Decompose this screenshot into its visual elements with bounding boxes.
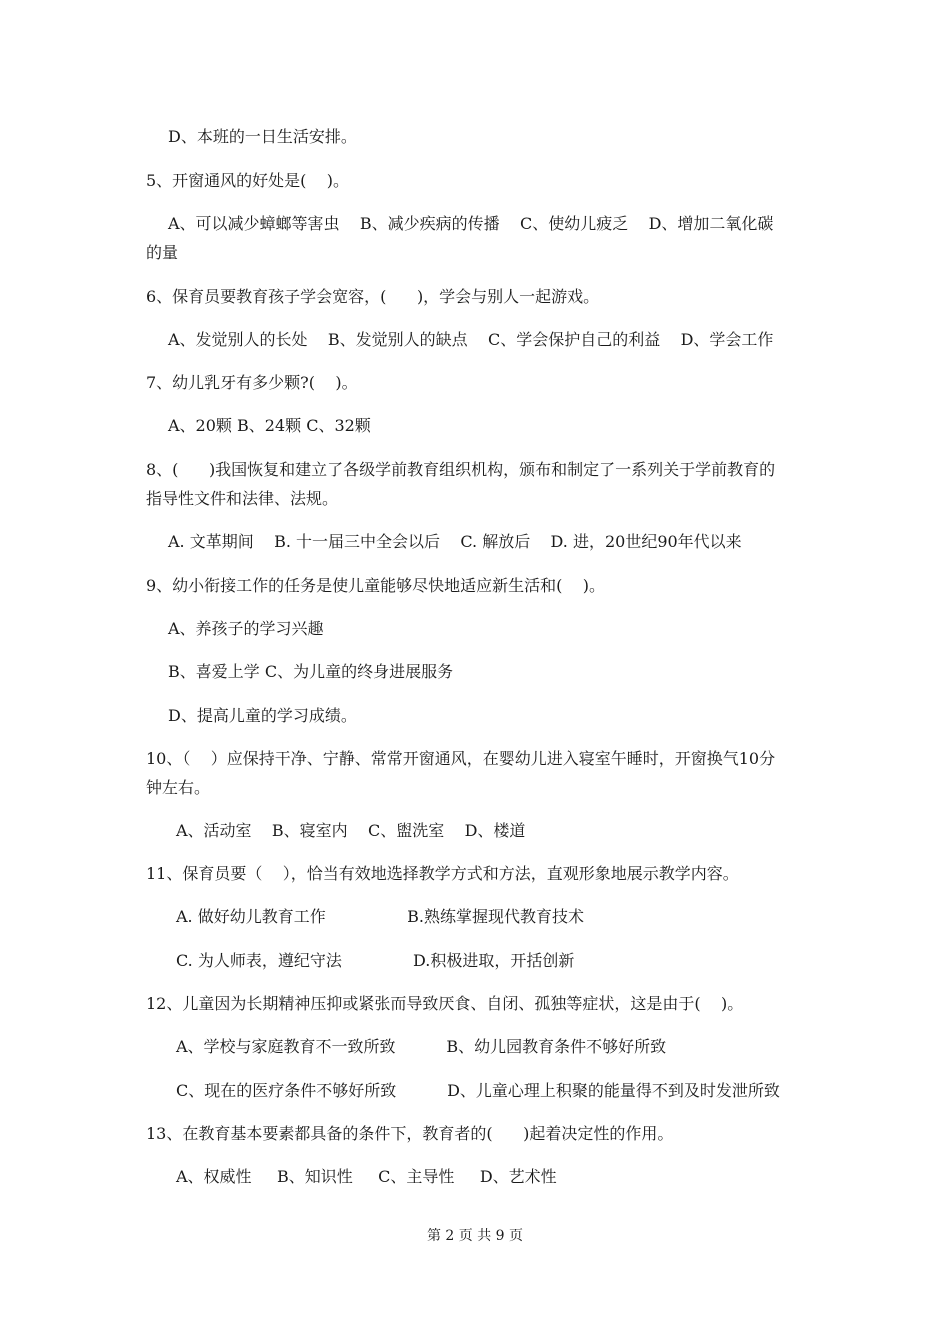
question-line: 7、幼儿乳牙有多少颗?( )。 — [146, 373, 358, 392]
option-line: D、提高儿童的学习成绩。 — [168, 706, 357, 725]
question-continuation-line: 指导性文件和法律、法规。 — [146, 489, 339, 508]
option-line: A、学校与家庭教育不一致所致 B、幼儿园教育条件不够好所致 — [176, 1037, 667, 1056]
option-line: D、本班的一日生活安排。 — [168, 127, 357, 146]
question-line: 12、儿童因为长期精神压抑或紧张而导致厌食、自闭、孤独等症状，这是由于( )。 — [146, 994, 744, 1013]
option-line: A、发觉别人的长处 B、发觉别人的缺点 C、学会保护自己的利益 D、学会工作 — [168, 330, 774, 349]
question-line: 6、保育员要教育孩子学会宽容，( )，学会与别人一起游戏。 — [146, 287, 600, 306]
page-footer: 第 2 页 共 9 页 — [426, 1228, 524, 1244]
option-line: A、20颗 B、24颗 C、32颗 — [168, 416, 371, 435]
option-line: A、活动室 B、寝室内 C、盥洗室 D、楼道 — [176, 821, 526, 840]
option-line: A、可以减少蟑螂等害虫 B、减少疾病的传播 C、使幼儿疲乏 D、增加二氧化碳 — [168, 214, 774, 233]
option-continuation-line: 的量 — [146, 243, 179, 262]
option-line: A. 做好幼儿教育工作 B.熟练掌握现代教育技术 — [176, 907, 584, 926]
question-line: 5、开窗通风的好处是( )。 — [146, 171, 350, 190]
question-line: 8、( )我国恢复和建立了各级学前教育组织机构，颁布和制定了一系列关于学前教育的 — [146, 460, 776, 479]
option-line: A、权威性 B、知识性 C、主导性 D、艺术性 — [176, 1167, 557, 1186]
option-line: C. 为人师表，遵纪守法 D.积极进取，开括创新 — [176, 951, 575, 970]
question-continuation-line: 钟左右。 — [146, 778, 211, 797]
option-line: A、养孩子的学习兴趣 — [168, 619, 324, 638]
question-line: 13、在教育基本要素都具备的条件下，教育者的( )起着决定性的作用。 — [146, 1124, 674, 1143]
question-line: 9、幼小衔接工作的任务是使儿童能够尽快地适应新生活和( )。 — [146, 576, 606, 595]
question-line: 10、（ ）应保持干净、宁静、常常开窗通风，在婴幼儿进入寝室午睡时，开窗换气10分 — [146, 749, 776, 768]
option-line: B、喜爱上学 C、为儿童的终身进展服务 — [168, 662, 454, 681]
option-line: A. 文革期间 B. 十一届三中全会以后 C. 解放后 D. 进，20世纪90年代以来 — [168, 532, 742, 551]
option-line: C、现在的医疗条件不够好所致 D、儿童心理上积聚的能量得不到及时发泄所致 — [176, 1081, 780, 1100]
question-line: 11、保育员要（ ），恰当有效地选择教学方式和方法，直观形象地展示教学内容。 — [146, 864, 739, 883]
